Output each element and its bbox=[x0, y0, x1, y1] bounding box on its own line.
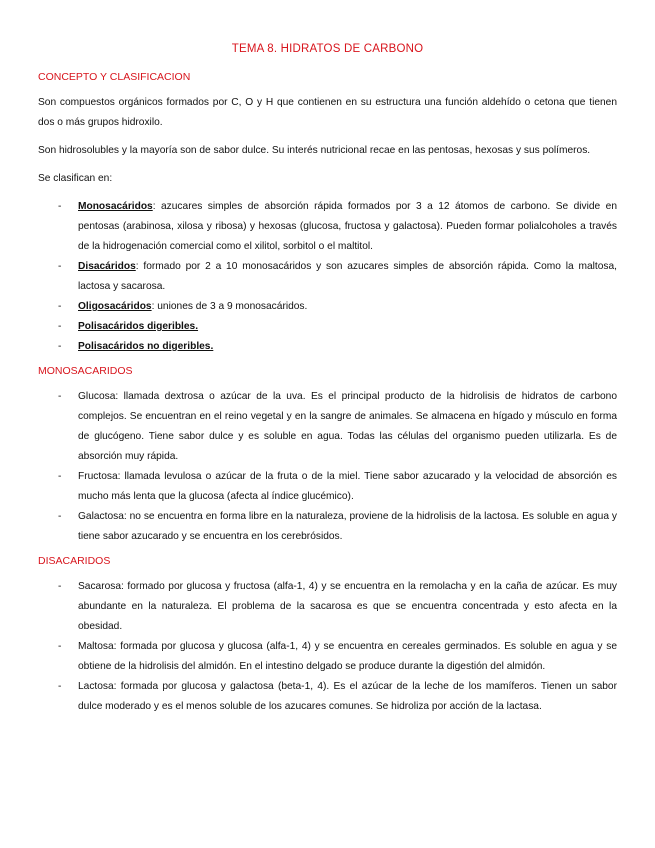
classification-list bbox=[38, 197, 617, 357]
term-description: : uniones de 3 a 9 monosacáridos. bbox=[151, 301, 308, 312]
section-heading-disacaridos: DISACARIDOS bbox=[38, 555, 111, 567]
dash-marker: - bbox=[58, 301, 62, 312]
paragraph-definition: Son compuestos orgánicos formados por C, O y H que contienen en su estructura una función aldehído o cetona que tienen dos o más grupos hidroxilo. bbox=[38, 97, 617, 128]
term-description: : formado por 2 a 10 monosacáridos y son azucares simples de absorción rápida. Como la maltosa, lactosa y sacarosa. bbox=[78, 261, 617, 292]
paragraph-properties: Son hidrosolubles y la mayoría son de sabor dulce. Su interés nutricional recae en las pentosas, hexosas y sus polímeros. bbox=[38, 145, 591, 156]
dash-marker: - bbox=[58, 511, 62, 522]
term-description: : azucares simples de absorción rápida formados por 3 a 12 átomos de carbono. Se divide en pentosas (arabinosa, xilosa y ribosa) y hexosas (glucosa, fructosa y galactosa). Pueden formar polialcoholes a través de la hidrogenación comercial como el xilitol, sorbitol o el maltitol. bbox=[78, 201, 617, 252]
dash-marker: - bbox=[58, 641, 62, 652]
section-heading-monosacaridos: MONOSACARIDOS bbox=[38, 365, 133, 377]
item-text: Fructosa: llamada levulosa o azúcar de la fruta o de la miel. Tiene sabor azucarado y la velocidad de absorción es mucho más lenta que la glucosa (afecta al índice glucémico). bbox=[78, 471, 617, 502]
list-item bbox=[38, 297, 617, 317]
list-item bbox=[38, 677, 617, 717]
item-text: Galactosa: no se encuentra en forma libre en la naturaleza, proviene de la hidrolisis de la lactosa. Es soluble en agua y tiene sabor azucarado y se encuentra en los cerebrósidos. bbox=[78, 511, 617, 542]
item-text: Maltosa: formada por glucosa y glucosa (alfa-1, 4) y se encuentra en cereales germinados. Es soluble en agua y se obtiene de la hidrolisis del almidón. En el intestino delgado se produce durante la digestión del almidón. bbox=[78, 641, 617, 672]
item-text: Sacarosa: formado por glucosa y fructosa (alfa-1, 4) y se encuentra en la remolacha y en la caña de azúcar. Es muy abundante en la naturaleza. El problema de la sacarosa es que se encuentra concentrada y esto afecta en la obesidad. bbox=[78, 581, 617, 632]
monosacaridos-list bbox=[38, 387, 617, 547]
term: Disacáridos bbox=[78, 261, 136, 272]
dash-marker: - bbox=[58, 581, 62, 592]
dash-marker: - bbox=[58, 201, 62, 212]
list-item bbox=[38, 387, 617, 467]
document-title: TEMA 8. HIDRATOS DE CARBONO bbox=[231, 43, 424, 55]
dash-marker: - bbox=[58, 341, 62, 352]
disacaridos-list bbox=[38, 577, 617, 717]
dash-marker: - bbox=[58, 471, 62, 482]
list-item bbox=[38, 507, 617, 547]
list-item bbox=[38, 197, 617, 257]
term: Polisacáridos no digeribles. bbox=[78, 341, 214, 352]
list-item bbox=[38, 467, 617, 507]
list-item bbox=[38, 257, 617, 297]
term: Oligosacáridos bbox=[78, 301, 152, 312]
term: Monosacáridos bbox=[78, 201, 153, 212]
list-item bbox=[38, 317, 617, 337]
dash-marker: - bbox=[58, 261, 62, 272]
dash-marker: - bbox=[58, 321, 62, 332]
item-text: Lactosa: formada por glucosa y galactosa (beta-1, 4). Es el azúcar de la leche de los mamíferos. Tienen un sabor dulce moderado y es el menos soluble de los azucares comunes. Se hidroliza por acción de la lactasa. bbox=[78, 681, 617, 712]
list-item bbox=[38, 637, 617, 677]
paragraph-classification-intro: Se clasifican en: bbox=[38, 173, 113, 184]
dash-marker: - bbox=[58, 391, 62, 402]
section-heading-concepto: CONCEPTO Y CLASIFICACION bbox=[38, 71, 191, 83]
list-item bbox=[38, 577, 617, 637]
dash-marker: - bbox=[58, 681, 62, 692]
list-item bbox=[38, 337, 617, 357]
term: Polisacáridos digeribles. bbox=[78, 321, 199, 332]
item-text: Glucosa: llamada dextrosa o azúcar de la uva. Es el principal producto de la hidrolisis de hidratos de carbono complejos. Se encuentran en el reino vegetal y en la sangre de animales. Se almacena en hígado y músculo en forma de glucógeno. Tiene sabor dulce y es soluble en agua. Todas las células del organismo pueden utilizarla. Es de absorción muy rápida. bbox=[78, 391, 617, 462]
